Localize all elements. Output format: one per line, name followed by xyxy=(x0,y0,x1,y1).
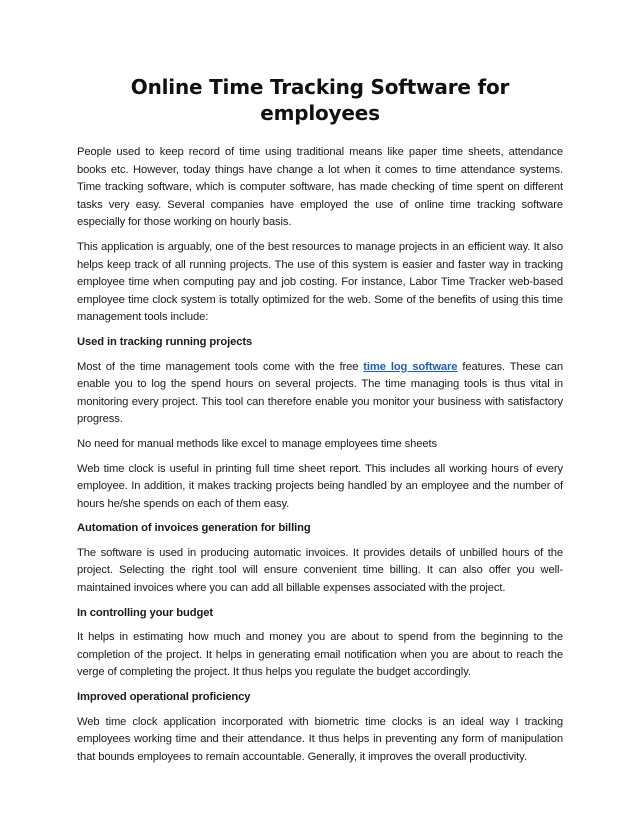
intro-paragraph-2: This application is arguably, one of the best resources to manage projects in an efficient way. It also helps keep track of all running projects. The use of this system is easier and faster way in tracking employee time when computing pay and job costing. For instance, Labor Time Tracker web-based employee time clock system is totally optimized for the web. Some of the benefits of using this time management tools include: xyxy=(77,240,563,324)
paragraph-text-after-link: features. These can enable you to log the spend hours on several projects. The time managing tools is thus vital in monitoring every project. This tool can therefore enable you monitor your business with satisfactory progress. xyxy=(77,360,563,426)
section-paragraph-manual-methods: Web time clock is useful in printing full time sheet report. This includes all working hours of every employee. In addition, it makes tracking projects being handled by an employee and the number of hours he/she spends on each of them easy. xyxy=(77,462,563,510)
time-log-software-link[interactable]: time log software xyxy=(363,360,458,373)
paragraph-text-before-link: Most of the time management tools come with the free xyxy=(77,360,364,373)
section-heading-invoices: Automation of invoices generation for billing xyxy=(77,522,311,535)
section-paragraph-tracking-projects xyxy=(77,359,563,429)
intro-paragraph-1: People used to keep record of time using traditional means like paper time sheets, attendance books etc. However, today things have change a lot when it comes to time attendance systems. Time tracking software, which is computer software, has made checking of time spent on different tasks very easy. Several companies have employed the use of online time tracking software especially for those working on hourly basis. xyxy=(77,146,563,229)
section-heading-tracking-projects: Used in tracking running projects xyxy=(77,335,253,348)
section-paragraph-invoices: The software is used in producing automatic invoices. It provides details of unbilled hours of the project. Selecting the right tool will ensure convenient time billing. It can also offer you well-maintained invoices where you can add all billable expenses associated with the project. xyxy=(77,546,563,595)
section-paragraph-operational-proficiency: Web time clock application incorporated with biometric time clocks is an ideal way I tracking employees working time and their attendance. It thus helps in preventing any form of manipulation that bounds employees to remain accountable. Generally, it improves the overall productivity. xyxy=(77,715,563,763)
section-heading-operational-proficiency: Improved operational proficiency xyxy=(77,691,251,704)
section-heading-budget: In controlling your budget xyxy=(77,606,213,619)
section-paragraph-budget: It helps in estimating how much and money you are about to spend from the beginning to the completion of the project. It helps in generating email notification when you are about to reach the verge of completing the project. It thus helps you regulate the budget accordingly. xyxy=(77,631,563,679)
document-title: Online Time Tracking Software for employees xyxy=(130,75,510,125)
section-heading-manual-methods: No need for manual methods like excel to manage employees time sheets xyxy=(77,437,437,450)
